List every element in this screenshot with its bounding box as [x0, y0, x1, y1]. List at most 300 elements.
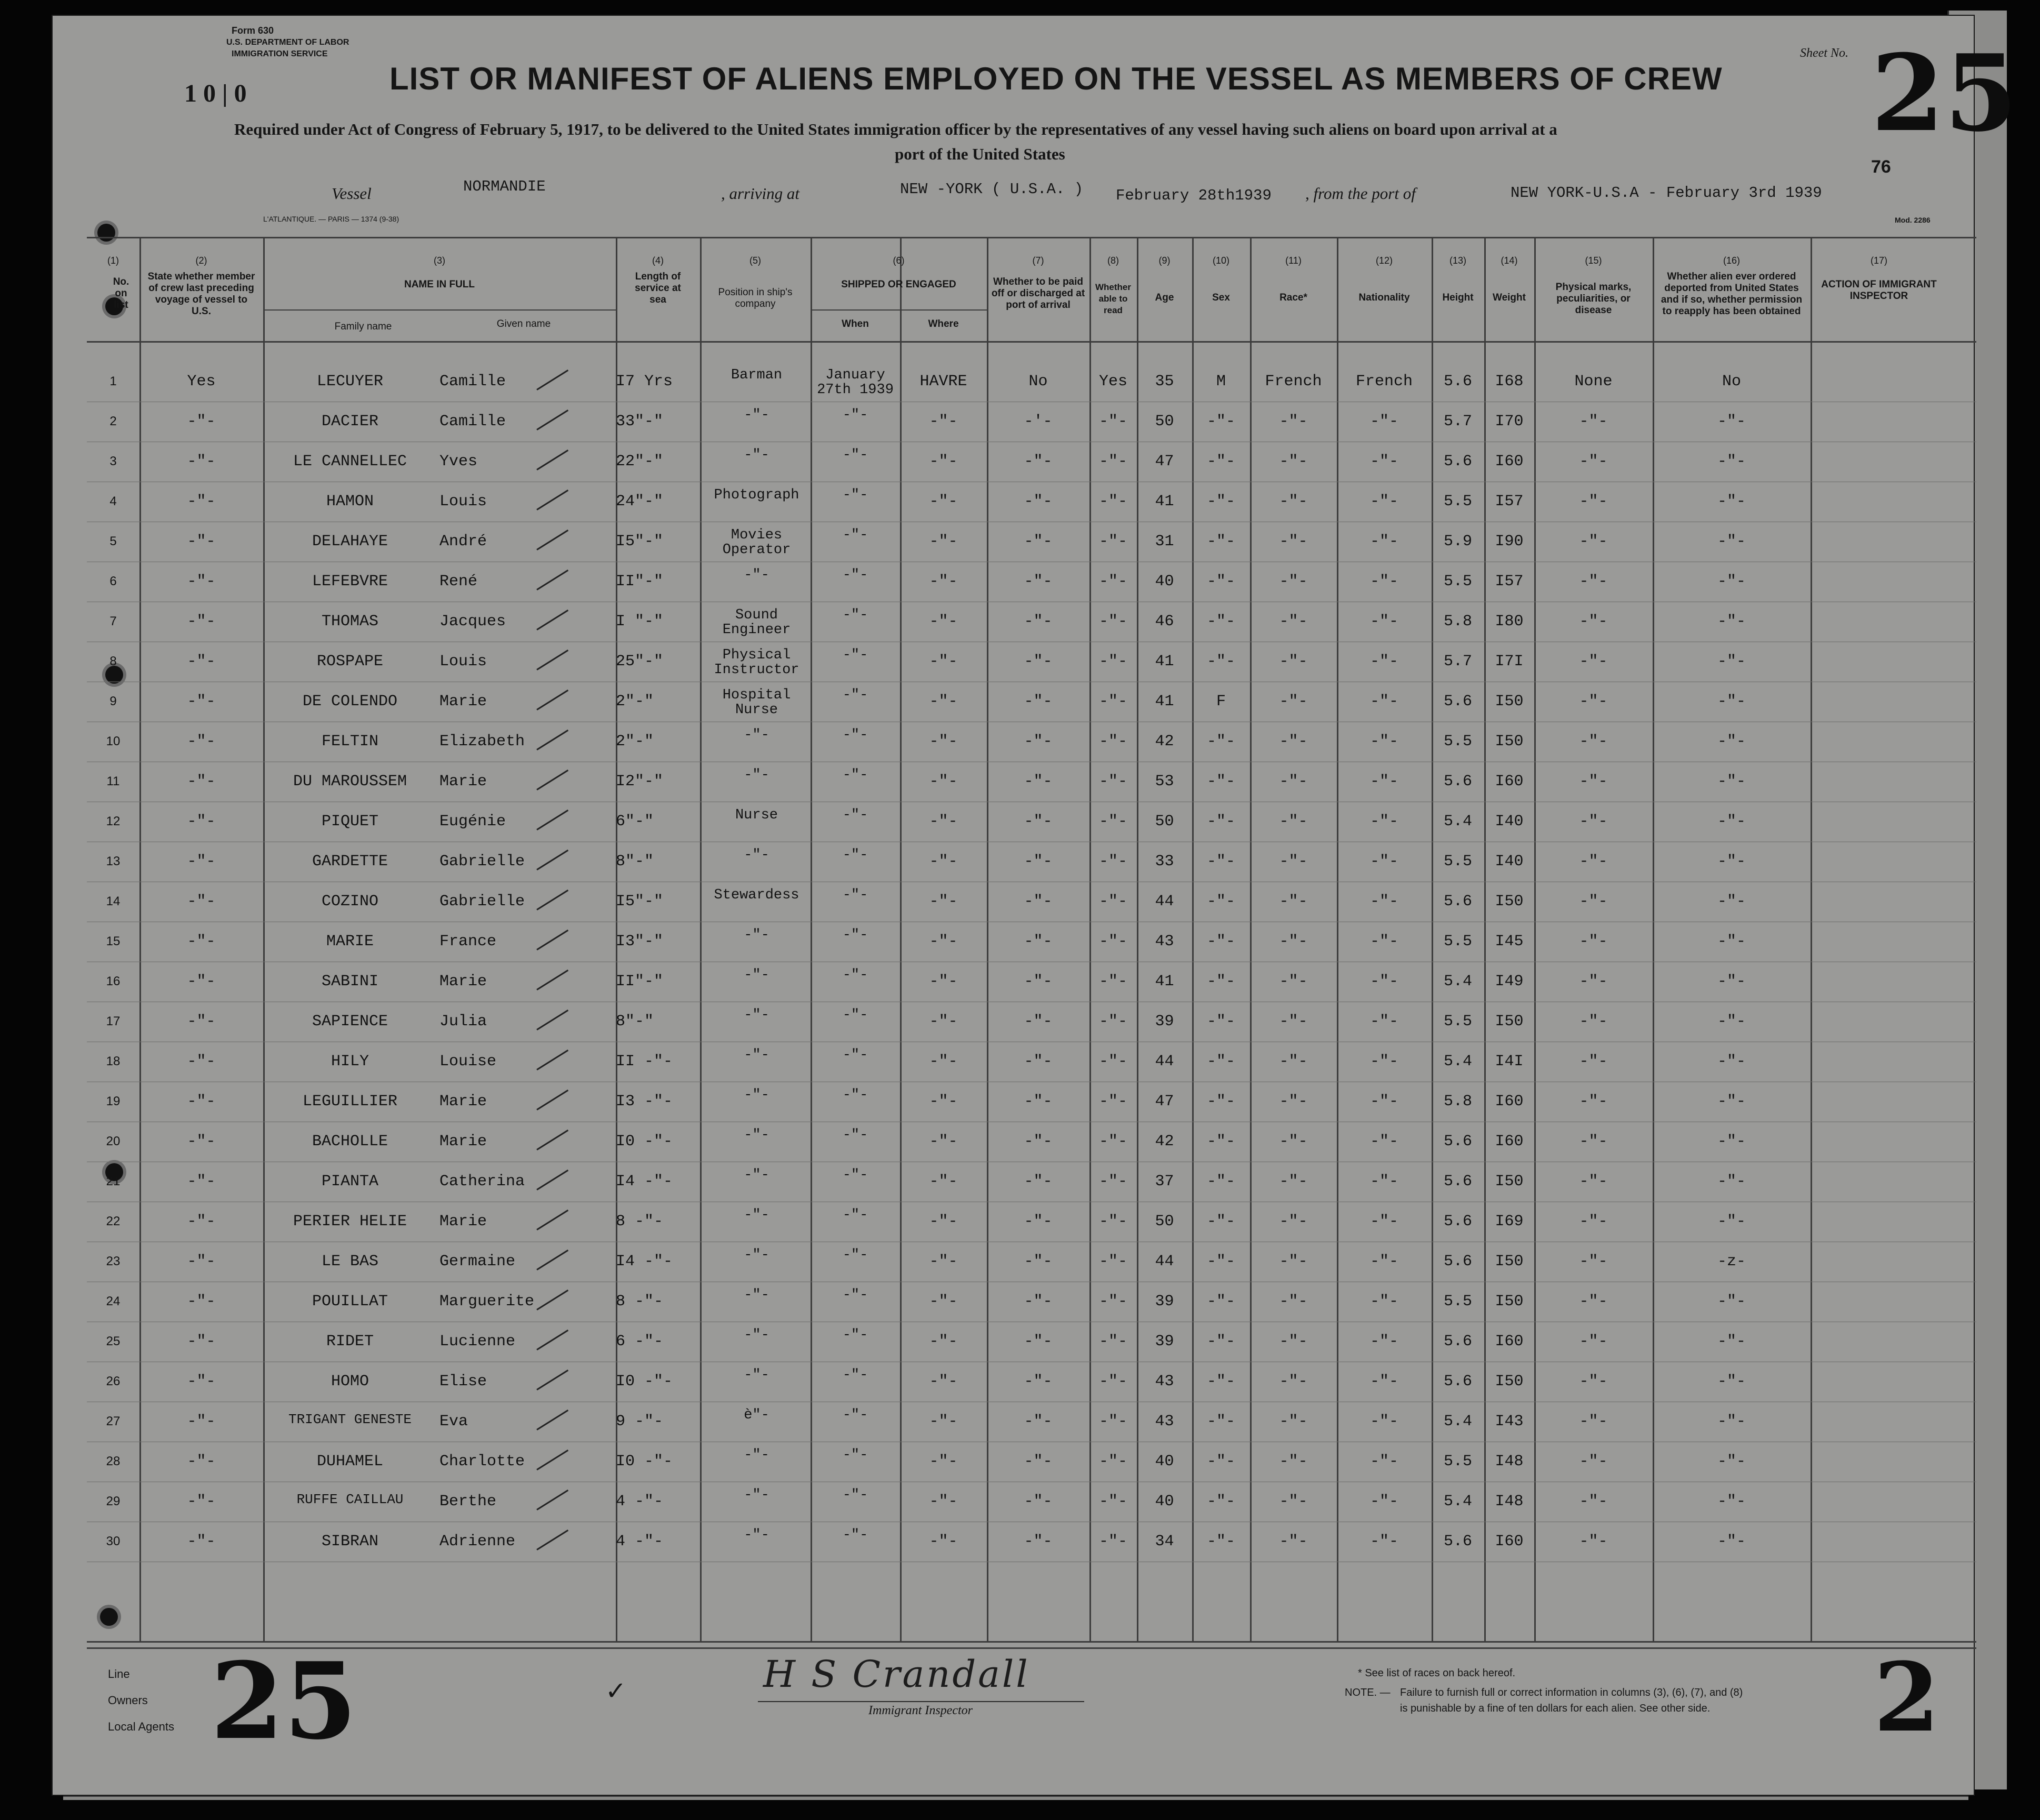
cell-paid: -"-	[1024, 613, 1053, 631]
cell-deported: -z-	[1717, 1253, 1746, 1271]
crew-row	[0, 1167, 2040, 1208]
cell-prev: -"-	[187, 933, 216, 951]
cell-where: -"-	[929, 1413, 958, 1431]
cell-read: -"-	[1098, 1533, 1127, 1551]
cell-when: -"-	[842, 847, 868, 863]
crew-row	[0, 647, 2040, 688]
cell-read: -"-	[1098, 813, 1127, 831]
cell-when: -"-	[842, 1087, 868, 1103]
cell-race: -"-	[1279, 453, 1308, 471]
cell-weight: I57	[1495, 573, 1524, 591]
cell-service: I0 -"-	[616, 1453, 673, 1471]
cell-no: 22	[106, 1214, 121, 1228]
cell-weight: I50	[1495, 1293, 1524, 1311]
cell-height: 5.6	[1443, 693, 1472, 711]
cell-sex: -"-	[1206, 1013, 1235, 1031]
cell-weight: I7I	[1495, 653, 1524, 671]
cell-no: 5	[109, 534, 117, 548]
crew-row	[0, 1447, 2040, 1488]
crew-row	[0, 1207, 2040, 1248]
cell-race: -"-	[1279, 1133, 1308, 1151]
cell-age: 50	[1155, 1213, 1174, 1231]
crew-row	[0, 887, 2040, 928]
cell-age: 41	[1155, 973, 1174, 991]
cell-marks: -"-	[1579, 1293, 1608, 1311]
signature-line	[758, 1701, 1084, 1702]
cell-family: DACIER	[321, 413, 379, 431]
cell-nat: -"-	[1369, 1413, 1398, 1431]
cell-nat: -"-	[1369, 1493, 1398, 1511]
cell-age: 35	[1155, 373, 1174, 391]
cell-sex: -"-	[1206, 1453, 1235, 1471]
model-number: Mod. 2286	[1895, 216, 1931, 224]
cell-height: 5.6	[1443, 1533, 1472, 1551]
cell-when: -"-	[842, 1327, 868, 1343]
cell-given: Louis	[439, 653, 487, 671]
cell-marks: -"-	[1579, 1093, 1608, 1111]
cell-weight: I50	[1495, 893, 1524, 911]
cell-deported: -"-	[1717, 933, 1746, 951]
cell-no: 7	[109, 614, 117, 628]
cell-weight: I50	[1495, 1013, 1524, 1031]
cell-nat: -"-	[1369, 1133, 1398, 1151]
cell-service: I3 -"-	[616, 1093, 673, 1111]
crew-row	[0, 1087, 2040, 1128]
cell-nat: French	[1355, 373, 1413, 391]
cell-nat: -"-	[1369, 733, 1398, 751]
header-sex: Sex	[1212, 292, 1230, 303]
cell-position: -"-	[744, 1087, 769, 1103]
cell-service: I0 -"-	[616, 1373, 673, 1391]
cell-prev: -"-	[187, 653, 216, 671]
cell-given: Yves	[439, 453, 478, 471]
cell-age: 47	[1155, 1093, 1174, 1111]
cell-given: Germaine	[439, 1253, 516, 1271]
crew-row	[0, 1327, 2040, 1368]
cell-read: -"-	[1098, 493, 1127, 511]
cell-sex: -"-	[1206, 1053, 1235, 1071]
cell-read: -"-	[1098, 1053, 1127, 1071]
cell-deported: -"-	[1717, 1013, 1746, 1031]
cell-family: PERIER HELIE	[293, 1213, 407, 1231]
cell-marks: -"-	[1579, 733, 1608, 751]
crew-row	[0, 967, 2040, 1008]
cell-height: 5.5	[1443, 733, 1472, 751]
cell-when: -"-	[842, 807, 868, 823]
cell-deported: -"-	[1717, 1373, 1746, 1391]
cell-service: 6"-"	[616, 813, 654, 831]
cell-when: -"-	[842, 647, 868, 663]
cell-when: -"-	[842, 1447, 868, 1463]
cell-given: Marie	[439, 973, 487, 991]
cell-no: 30	[106, 1534, 121, 1548]
cell-given: Marie	[439, 693, 487, 711]
cell-paid: -"-	[1024, 453, 1053, 471]
header-where: Where	[928, 318, 959, 329]
department-name: U.S. DEPARTMENT OF LABOR	[226, 38, 349, 47]
cell-position: -"-	[744, 1007, 769, 1023]
cell-marks: -"-	[1579, 1133, 1608, 1151]
cell-given: Louise	[439, 1053, 497, 1071]
cell-where: -"-	[929, 853, 958, 871]
cell-when: -"-	[842, 1167, 868, 1183]
cell-weight: I48	[1495, 1493, 1524, 1511]
cell-sex: -"-	[1206, 933, 1235, 951]
cell-race: -"-	[1279, 1253, 1308, 1271]
cell-when: -"-	[842, 687, 868, 703]
header-position: Position in ship's company	[718, 287, 793, 309]
cell-no: 2	[109, 414, 117, 428]
cell-where: -"-	[929, 1533, 958, 1551]
inspector-label: Immigrant Inspector	[868, 1704, 973, 1717]
cell-no: 20	[106, 1134, 121, 1148]
cell-family: SAPIENCE	[312, 1013, 388, 1031]
vessel-name: NORMANDIE	[463, 178, 546, 195]
cell-position: -"-	[744, 1167, 769, 1183]
cell-nat: -"-	[1369, 1293, 1398, 1311]
cell-when: -"-	[842, 487, 868, 503]
cell-service: 8 -"-	[616, 1213, 664, 1231]
cell-height: 5.5	[1443, 1453, 1472, 1471]
cell-weight: I49	[1495, 973, 1524, 991]
cell-weight: I68	[1495, 373, 1524, 391]
cell-age: 43	[1155, 933, 1174, 951]
printer-imprint: L'ATLANTIQUE. — PARIS — 1374 (9-38)	[263, 215, 399, 223]
cell-marks: -"-	[1579, 1333, 1608, 1351]
cell-age: 43	[1155, 1373, 1174, 1391]
cell-deported: -"-	[1717, 813, 1746, 831]
cell-given: Marie	[439, 1133, 487, 1151]
cell-paid: -"-	[1024, 1053, 1053, 1071]
cell-marks: -"-	[1579, 453, 1608, 471]
cell-position: -"-	[744, 1127, 769, 1143]
cell-height: 5.7	[1443, 413, 1472, 431]
cell-no: 3	[109, 454, 117, 468]
crew-row	[0, 1367, 2040, 1408]
cell-no: 25	[106, 1334, 121, 1348]
cell-service: 9 -"-	[616, 1413, 664, 1431]
crew-row	[0, 607, 2040, 648]
cell-where: -"-	[929, 493, 958, 511]
cell-position: -"-	[744, 727, 769, 743]
cell-position: -"-	[744, 1287, 769, 1303]
cell-race: -"-	[1279, 1053, 1308, 1071]
cell-nat: -"-	[1369, 1373, 1398, 1391]
col-num-8: (8)	[1107, 255, 1119, 266]
cell-height: 5.6	[1443, 773, 1472, 791]
cell-age: 39	[1155, 1013, 1174, 1031]
cell-weight: I48	[1495, 1453, 1524, 1471]
cell-no: 10	[106, 734, 121, 748]
col-num-9: (9)	[1158, 255, 1171, 266]
cell-read: -"-	[1098, 573, 1127, 591]
cell-height: 5.6	[1443, 1213, 1472, 1231]
cell-read: -"-	[1098, 413, 1127, 431]
table-header-rule	[87, 341, 1976, 343]
cell-no: 21	[106, 1174, 121, 1188]
cell-given: Louis	[439, 493, 487, 511]
cell-service: I7 Yrs	[616, 373, 673, 391]
cell-no: 27	[106, 1414, 121, 1428]
cell-marks: -"-	[1579, 533, 1608, 551]
cell-marks: -"-	[1579, 813, 1608, 831]
crew-row	[0, 407, 2040, 448]
cell-service: II"-"	[616, 973, 664, 991]
cell-sex: -"-	[1206, 1253, 1235, 1271]
header-deported: Whether alien ever ordered deported from United States and if so, whether permission to reapply has been obtained	[1661, 271, 1803, 317]
cell-height: 5.8	[1443, 1093, 1472, 1111]
cell-where: -"-	[929, 973, 958, 991]
crew-row	[0, 1007, 2040, 1048]
cell-where: -"-	[929, 573, 958, 591]
cell-given: Camille	[439, 373, 506, 391]
cell-deported: -"-	[1717, 1533, 1746, 1551]
cell-sex: -"-	[1206, 413, 1235, 431]
cell-no: 19	[106, 1094, 121, 1108]
cell-family: COZINO	[321, 893, 379, 911]
crew-row	[0, 1247, 2040, 1288]
cell-service: I5"-"	[616, 893, 664, 911]
cell-race: -"-	[1279, 1173, 1308, 1191]
cell-service: 22"-"	[616, 453, 664, 471]
cell-age: 41	[1155, 693, 1174, 711]
cell-service: 33"-"	[616, 413, 664, 431]
cell-race: -"-	[1279, 1373, 1308, 1391]
cell-given: Gabrielle	[439, 893, 525, 911]
cell-family: DE COLENDO	[302, 693, 398, 711]
cell-height: 5.5	[1443, 853, 1472, 871]
cell-height: 5.6	[1443, 1253, 1472, 1271]
cell-prev: -"-	[187, 813, 216, 831]
cell-deported: -"-	[1717, 893, 1746, 911]
cell-weight: I40	[1495, 853, 1524, 871]
cell-deported: -"-	[1717, 773, 1746, 791]
cell-position: -"-	[744, 1527, 769, 1543]
punch-hole	[100, 1608, 118, 1626]
cell-given: André	[439, 533, 487, 551]
cell-deported: -"-	[1717, 1213, 1746, 1231]
vessel-label: Vessel	[332, 184, 372, 203]
cell-deported: -"-	[1717, 1053, 1746, 1071]
col-num-11: (11)	[1285, 255, 1302, 266]
cell-family: SIBRAN	[321, 1533, 379, 1551]
cell-deported: -"-	[1717, 1333, 1746, 1351]
cell-deported: -"-	[1717, 1173, 1746, 1191]
cell-prev: -"-	[187, 1293, 216, 1311]
cell-age: 40	[1155, 1453, 1174, 1471]
cell-age: 40	[1155, 573, 1174, 591]
cell-race: -"-	[1279, 973, 1308, 991]
cell-where: -"-	[929, 613, 958, 631]
cell-given: Berthe	[439, 1493, 497, 1511]
cell-where: -"-	[929, 1093, 958, 1111]
cell-age: 34	[1155, 1533, 1174, 1551]
col-num-15: (15)	[1585, 255, 1602, 266]
cell-given: Elise	[439, 1373, 487, 1391]
cell-position: Photograph	[714, 487, 799, 503]
cell-no: 17	[106, 1014, 121, 1028]
cell-race: -"-	[1279, 813, 1308, 831]
header-race: Race*	[1279, 292, 1307, 303]
cell-family: BACHOLLE	[312, 1133, 388, 1151]
cell-marks: -"-	[1579, 1413, 1608, 1431]
cell-where: -"-	[929, 453, 958, 471]
cell-family: ROSPAPE	[316, 653, 384, 671]
cell-sex: -"-	[1206, 1133, 1235, 1151]
cell-given: Catherina	[439, 1173, 525, 1191]
cell-given: Eva	[439, 1413, 468, 1431]
cell-when: -"-	[842, 1487, 868, 1503]
cell-no: 8	[109, 654, 117, 668]
cell-race: French	[1265, 373, 1322, 391]
cell-prev: -"-	[187, 1013, 216, 1031]
from-port-label: , from the port of	[1305, 184, 1416, 203]
cell-where: -"-	[929, 733, 958, 751]
cell-weight: I60	[1495, 453, 1524, 471]
cell-family: LE BAS	[321, 1253, 379, 1271]
cell-nat: -"-	[1369, 1053, 1398, 1071]
footer-rule	[87, 1647, 1976, 1649]
cell-sex: M	[1216, 373, 1226, 391]
cell-age: 37	[1155, 1173, 1174, 1191]
cell-paid: -"-	[1024, 1213, 1053, 1231]
cell-marks: -"-	[1579, 493, 1608, 511]
cell-prev: -"-	[187, 453, 216, 471]
col-num-2: (2)	[195, 255, 207, 266]
cell-no: 14	[106, 894, 121, 908]
local-agents-label: Local Agents	[108, 1720, 174, 1733]
cell-given: Marie	[439, 773, 487, 791]
cell-marks: -"-	[1579, 613, 1608, 631]
cell-paid: -"-	[1024, 813, 1053, 831]
crew-row	[0, 687, 2040, 728]
cell-age: 31	[1155, 533, 1174, 551]
cell-marks: -"-	[1579, 853, 1608, 871]
cell-read: Yes	[1098, 373, 1127, 391]
cell-where: -"-	[929, 1053, 958, 1071]
cell-age: 53	[1155, 773, 1174, 791]
cell-family: PIQUET	[321, 813, 379, 831]
cell-prev: -"-	[187, 573, 216, 591]
arriving-label: , arriving at	[721, 184, 799, 203]
cell-when: -"-	[842, 1367, 868, 1383]
cell-sex: -"-	[1206, 813, 1235, 831]
cell-paid: No	[1028, 373, 1048, 391]
cell-prev: -"-	[187, 613, 216, 631]
header-weight: Weight	[1493, 292, 1526, 303]
cell-where: -"-	[929, 933, 958, 951]
cell-no: 6	[109, 574, 117, 588]
col-num-3: (3)	[434, 255, 445, 266]
cell-race: -"-	[1279, 1453, 1308, 1471]
cell-family: HAMON	[326, 493, 374, 511]
cell-service: I3"-"	[616, 933, 664, 951]
cell-age: 41	[1155, 493, 1174, 511]
cell-position: -"-	[744, 407, 769, 423]
header-height: Height	[1442, 292, 1474, 303]
arriving-port: NEW -YORK ( U.S.A. )	[900, 181, 1084, 198]
cell-height: 5.8	[1443, 613, 1472, 631]
cell-deported: -"-	[1717, 693, 1746, 711]
cell-weight: I4I	[1495, 1053, 1524, 1071]
cell-service: II -"-	[616, 1053, 673, 1071]
cell-paid: -"-	[1024, 773, 1053, 791]
header-name-in-full: NAME IN FULL	[404, 279, 475, 290]
cell-family: PIANTA	[321, 1173, 379, 1191]
header-when: When	[842, 318, 869, 329]
cell-weight: I70	[1495, 413, 1524, 431]
cell-paid: -"-	[1024, 733, 1053, 751]
sheet-number-extra: 76	[1871, 157, 1891, 177]
cell-position: Physical Instructor	[714, 647, 799, 678]
cell-prev: -"-	[187, 893, 216, 911]
cell-sex: -"-	[1206, 453, 1235, 471]
cell-family: HOMO	[331, 1373, 369, 1391]
cell-sex: -"-	[1206, 773, 1235, 791]
cell-when: -"-	[842, 1127, 868, 1143]
header-shipped-or-engaged: SHIPPED OR ENGAGED	[841, 279, 956, 290]
cell-weight: I50	[1495, 1173, 1524, 1191]
cell-sex: -"-	[1206, 1173, 1235, 1191]
cell-deported: -"-	[1717, 453, 1746, 471]
crew-row	[0, 727, 2040, 768]
cell-service: II"-"	[616, 573, 664, 591]
cell-prev: -"-	[187, 533, 216, 551]
cell-deported: No	[1722, 373, 1741, 391]
cell-position: -"-	[744, 927, 769, 943]
cell-nat: -"-	[1369, 773, 1398, 791]
cell-age: 44	[1155, 1253, 1174, 1271]
cell-position: -"-	[744, 1367, 769, 1383]
cell-race: -"-	[1279, 653, 1308, 671]
cell-service: I4 -"-	[616, 1173, 673, 1191]
cell-read: -"-	[1098, 773, 1127, 791]
cell-deported: -"-	[1717, 1133, 1746, 1151]
cell-position: -"-	[744, 1207, 769, 1223]
cell-given: Jacques	[439, 613, 506, 631]
cell-deported: -"-	[1717, 1453, 1746, 1471]
cell-age: 50	[1155, 413, 1174, 431]
corner-sheet-number: 2	[1874, 1642, 1940, 1753]
cell-read: -"-	[1098, 1013, 1127, 1031]
crew-row	[0, 1487, 2040, 1528]
crew-row	[0, 1127, 2040, 1168]
cell-height: 5.6	[1443, 1373, 1472, 1391]
cell-paid: -"-	[1024, 1293, 1053, 1311]
cell-race: -"-	[1279, 1413, 1308, 1431]
cell-paid: -"-	[1024, 1533, 1053, 1551]
cell-height: 5.6	[1443, 373, 1472, 391]
cell-prev: -"-	[187, 1093, 216, 1111]
cell-race: -"-	[1279, 1213, 1308, 1231]
cell-read: -"-	[1098, 533, 1127, 551]
cell-nat: -"-	[1369, 573, 1398, 591]
cell-sex: -"-	[1206, 1093, 1235, 1111]
cell-weight: I50	[1495, 693, 1524, 711]
header-able-to-read: Whether able to read	[1095, 282, 1131, 315]
cell-position: -"-	[744, 1247, 769, 1263]
cell-no: 26	[106, 1374, 121, 1388]
cell-height: 5.4	[1443, 973, 1472, 991]
cell-position: Stewardess	[714, 887, 799, 903]
cell-height: 5.5	[1443, 933, 1472, 951]
cell-height: 5.9	[1443, 533, 1472, 551]
cell-read: -"-	[1098, 653, 1127, 671]
cell-no: 18	[106, 1054, 121, 1068]
cell-given: Marie	[439, 1093, 487, 1111]
cell-deported: -"-	[1717, 1093, 1746, 1111]
cell-weight: I60	[1495, 1093, 1524, 1111]
